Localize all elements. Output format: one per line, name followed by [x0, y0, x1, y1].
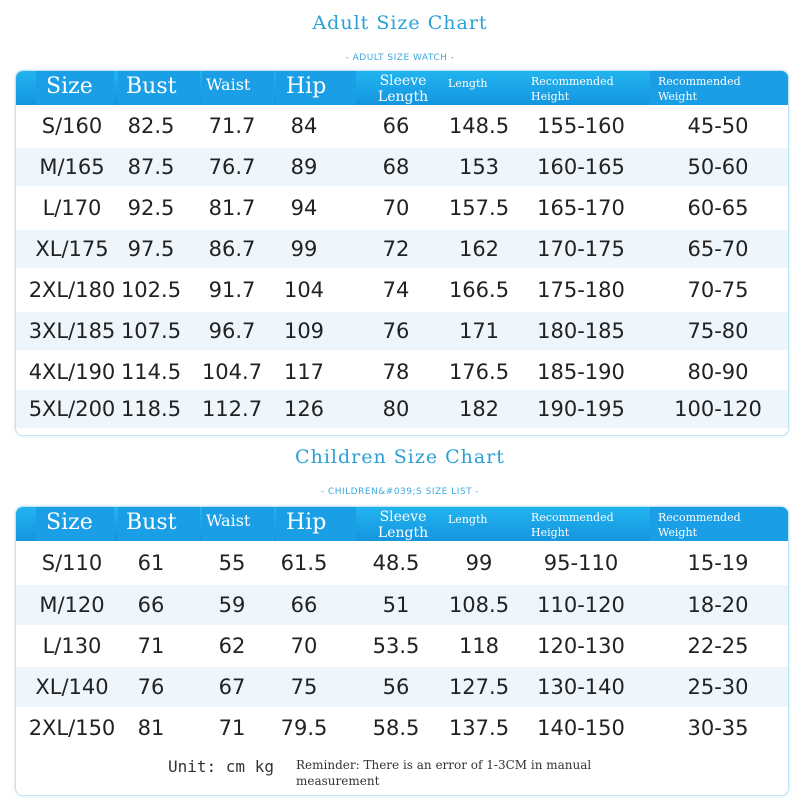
table-cell: 112.7: [201, 397, 263, 421]
children-header-size: Size: [46, 510, 93, 535]
children-header-waist: Waist: [206, 511, 251, 530]
table-cell: M/165: [39, 155, 105, 179]
table-cell: 60-65: [687, 196, 749, 220]
table-cell: 62: [218, 634, 246, 658]
table-cell: 3XL/185: [28, 319, 116, 343]
table-cell: 137.5: [448, 716, 510, 740]
table-cell: 66: [382, 114, 410, 138]
adult-chart-title: Adult Size Chart: [312, 12, 488, 34]
table-cell: 56: [382, 675, 410, 699]
table-cell: S/160: [41, 114, 103, 138]
table-cell: 82.5: [127, 114, 175, 138]
table-cell: 18-20: [687, 593, 749, 617]
table-cell: 94: [290, 196, 318, 220]
table-cell: 59: [218, 593, 246, 617]
adult-header-waist: Waist: [206, 75, 251, 94]
table-cell: 87.5: [127, 155, 175, 179]
table-cell: 182: [458, 397, 500, 421]
adult-table-header: [16, 71, 788, 105]
table-cell: 95-110: [543, 551, 619, 575]
table-cell: 110-120: [537, 593, 625, 617]
table-cell: 99: [290, 237, 318, 261]
table-cell: 50-60: [687, 155, 749, 179]
table-cell: 160-165: [537, 155, 625, 179]
children-chart-title: Children Size Chart: [295, 446, 505, 468]
table-cell: 153: [458, 155, 500, 179]
table-cell: 175-180: [537, 278, 625, 302]
table-cell: 4XL/190: [28, 360, 116, 384]
table-row: [16, 543, 788, 583]
table-cell: 75-80: [687, 319, 749, 343]
adult-header-recommended-height: Recommended Height: [531, 75, 614, 103]
table-cell: XL/175: [35, 237, 109, 261]
table-cell: 71.7: [208, 114, 256, 138]
table-cell: 81: [137, 716, 165, 740]
children-header-sleeve-length: Sleeve Length: [377, 509, 429, 541]
table-cell: 66: [137, 593, 165, 617]
table-row: [16, 390, 788, 428]
table-cell: 53.5: [372, 634, 420, 658]
adult-header-length: Length: [448, 77, 488, 90]
table-cell: 100-120: [674, 397, 762, 421]
table-cell: 84: [290, 114, 318, 138]
table-cell: XL/140: [35, 675, 109, 699]
table-cell: 102.5: [120, 278, 182, 302]
table-cell: 170-175: [537, 237, 625, 261]
table-cell: 25-30: [687, 675, 749, 699]
table-cell: 99: [465, 551, 493, 575]
table-cell: 5XL/200: [28, 397, 116, 421]
table-cell: 162: [458, 237, 500, 261]
table-cell: 185-190: [537, 360, 625, 384]
table-cell: 104: [283, 278, 325, 302]
table-cell: 118: [458, 634, 500, 658]
table-cell: 71: [137, 634, 165, 658]
table-row: [16, 708, 788, 748]
children-table-header: [16, 507, 788, 541]
table-row: [16, 148, 788, 186]
children-header-hip: Hip: [286, 510, 327, 535]
table-row: [16, 189, 788, 227]
table-cell: 74: [382, 278, 410, 302]
table-cell: 180-185: [537, 319, 625, 343]
table-row: [16, 626, 788, 666]
table-cell: 118.5: [120, 397, 182, 421]
table-cell: 157.5: [448, 196, 510, 220]
table-cell: 72: [382, 237, 410, 261]
table-cell: 171: [458, 319, 500, 343]
table-cell: 109: [283, 319, 325, 343]
table-row: [16, 667, 788, 707]
table-cell: 96.7: [208, 319, 256, 343]
adult-header-recommended-weight: Recommended Weight: [658, 75, 741, 103]
table-row: [16, 353, 788, 391]
children-size-table: [15, 506, 789, 796]
table-cell: 67: [218, 675, 246, 699]
table-cell: 155-160: [537, 114, 625, 138]
table-cell: 190-195: [537, 397, 625, 421]
children-chart-subtitle: - CHILDREN&#039;S SIZE LIST -: [320, 487, 480, 497]
table-cell: 55: [218, 551, 246, 575]
table-cell: 80-90: [687, 360, 749, 384]
table-cell: 45-50: [687, 114, 749, 138]
table-cell: 140-150: [537, 716, 625, 740]
table-row: [16, 107, 788, 145]
adult-header-size: Size: [46, 74, 93, 99]
table-cell: 2XL/150: [28, 716, 116, 740]
children-header-recommended-height: Recommended Height: [531, 511, 614, 539]
table-cell: 120-130: [537, 634, 625, 658]
table-cell: 86.7: [208, 237, 256, 261]
table-cell: 108.5: [448, 593, 510, 617]
children-header-length: Length: [448, 513, 488, 526]
table-cell: 65-70: [687, 237, 749, 261]
table-cell: 61.5: [280, 551, 328, 575]
table-cell: 78: [382, 360, 410, 384]
table-cell: 76: [382, 319, 410, 343]
table-cell: L/130: [42, 634, 102, 658]
table-row: [16, 585, 788, 625]
table-cell: 70: [382, 196, 410, 220]
table-cell: 165-170: [537, 196, 625, 220]
table-cell: 89: [290, 155, 318, 179]
table-cell: 66: [290, 593, 318, 617]
table-cell: S/110: [41, 551, 103, 575]
children-header-recommended-weight: Recommended Weight: [658, 511, 741, 539]
table-row: [16, 230, 788, 268]
table-cell: 51: [382, 593, 410, 617]
table-cell: L/170: [42, 196, 102, 220]
table-cell: 79.5: [280, 716, 328, 740]
table-cell: 61: [137, 551, 165, 575]
measurement-reminder: Reminder: There is an error of 1-3CM in manual measurement: [296, 758, 592, 788]
table-cell: 58.5: [372, 716, 420, 740]
table-cell: 70-75: [687, 278, 749, 302]
table-cell: 70: [290, 634, 318, 658]
table-cell: 91.7: [208, 278, 256, 302]
table-cell: 166.5: [448, 278, 510, 302]
table-cell: 75: [290, 675, 318, 699]
table-cell: 117: [283, 360, 325, 384]
table-cell: 92.5: [127, 196, 175, 220]
table-cell: 81.7: [208, 196, 256, 220]
table-cell: 76: [137, 675, 165, 699]
table-cell: 30-35: [687, 716, 749, 740]
table-cell: 126: [283, 397, 325, 421]
children-header-bust: Bust: [126, 510, 177, 535]
table-cell: 97.5: [127, 237, 175, 261]
adult-chart-subtitle: - ADULT SIZE WATCH -: [345, 53, 455, 63]
adult-size-table: [15, 70, 789, 436]
table-row: [16, 312, 788, 350]
table-cell: 107.5: [120, 319, 182, 343]
table-cell: 15-19: [687, 551, 749, 575]
adult-header-hip: Hip: [286, 74, 327, 99]
table-cell: M/120: [39, 593, 105, 617]
table-cell: 114.5: [120, 360, 182, 384]
table-cell: 76.7: [208, 155, 256, 179]
table-cell: 48.5: [372, 551, 420, 575]
table-cell: 130-140: [537, 675, 625, 699]
table-cell: 80: [382, 397, 410, 421]
unit-note: Unit: cm kg: [168, 757, 274, 776]
adult-header-bust: Bust: [126, 74, 177, 99]
table-cell: 176.5: [448, 360, 510, 384]
table-cell: 127.5: [448, 675, 510, 699]
adult-header-sleeve-length: Sleeve Length: [377, 73, 429, 105]
table-cell: 22-25: [687, 634, 749, 658]
table-cell: 68: [382, 155, 410, 179]
table-cell: 148.5: [448, 114, 510, 138]
table-cell: 2XL/180: [28, 278, 116, 302]
table-row: [16, 271, 788, 309]
table-cell: 104.7: [201, 360, 263, 384]
table-cell: 71: [218, 716, 246, 740]
